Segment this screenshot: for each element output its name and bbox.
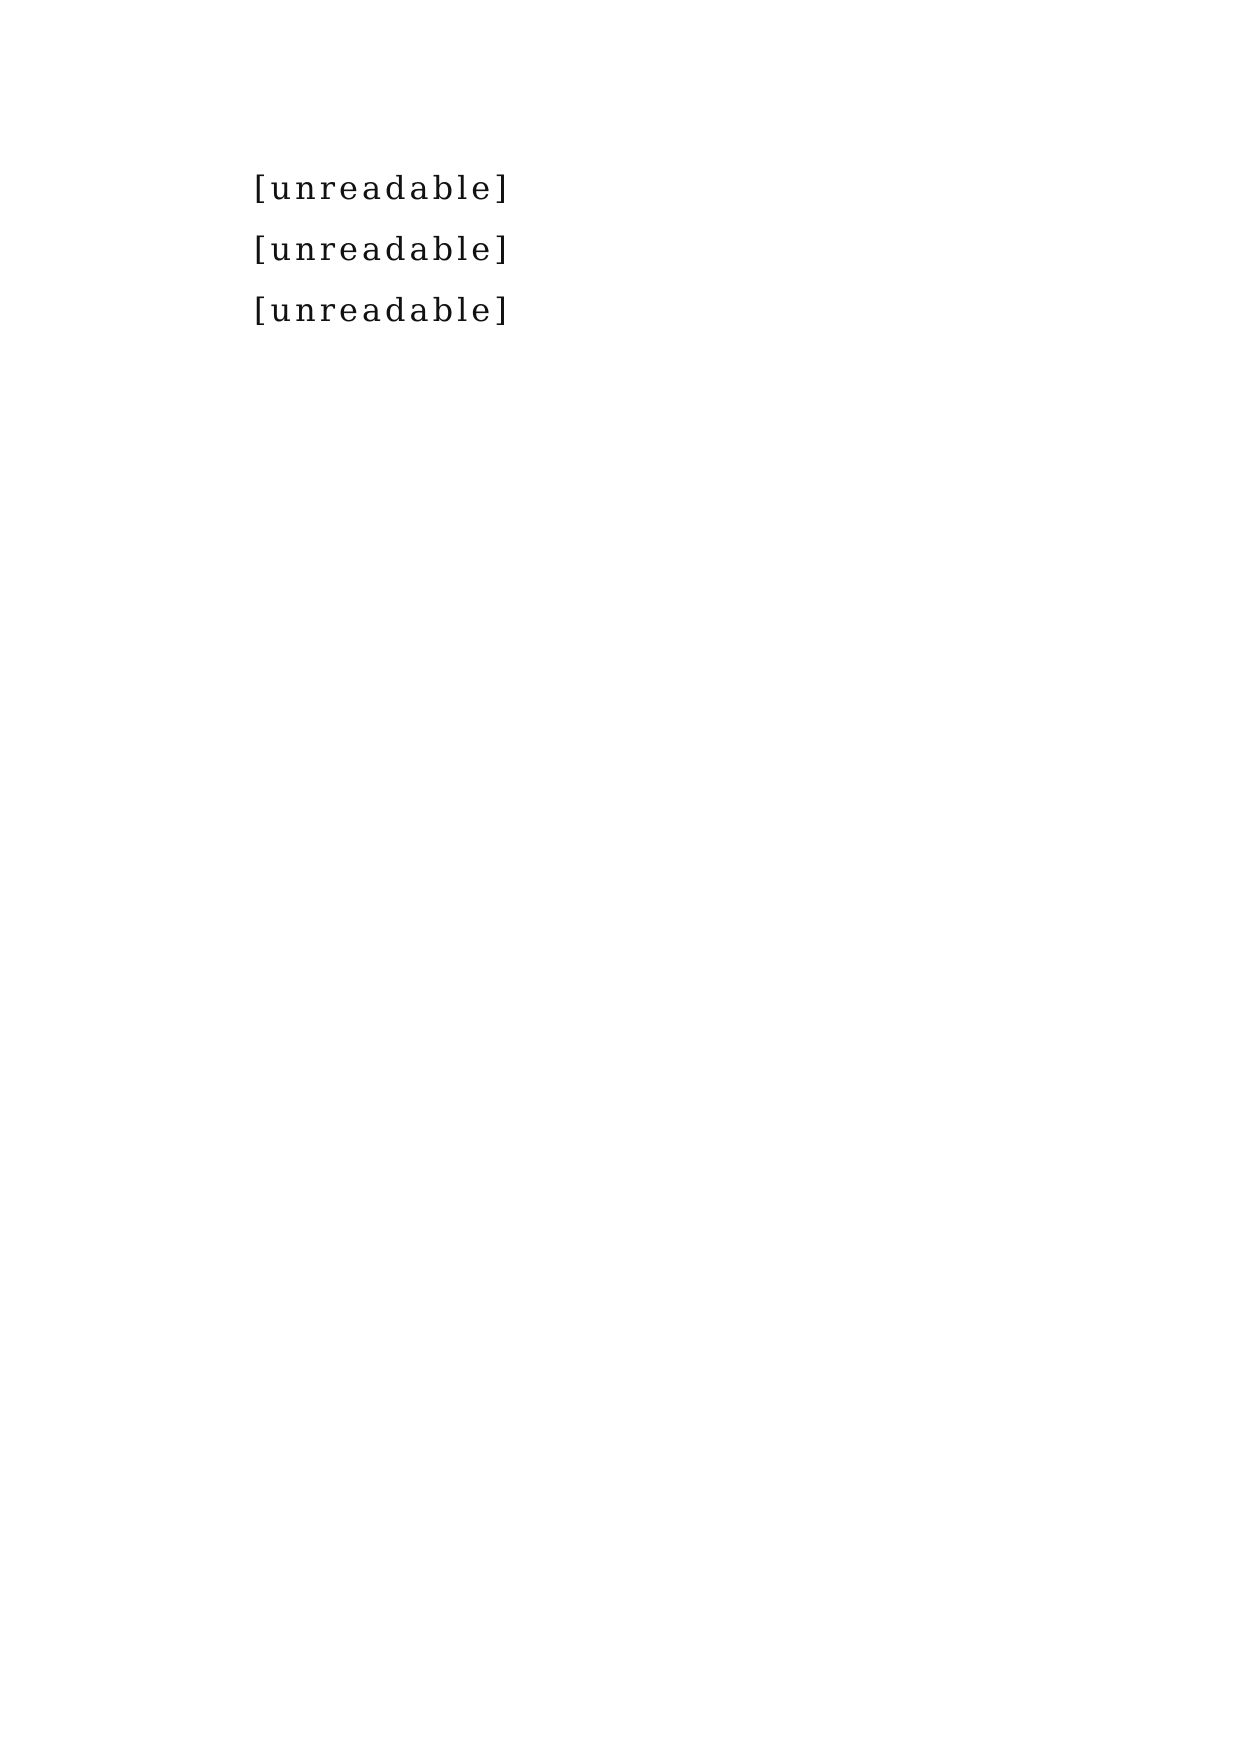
paragraph-3: [unreadable] <box>254 291 511 329</box>
paragraph-2: [unreadable] <box>254 230 511 268</box>
document-body <box>190 158 1048 341</box>
paragraph-1: [unreadable] <box>254 169 511 207</box>
